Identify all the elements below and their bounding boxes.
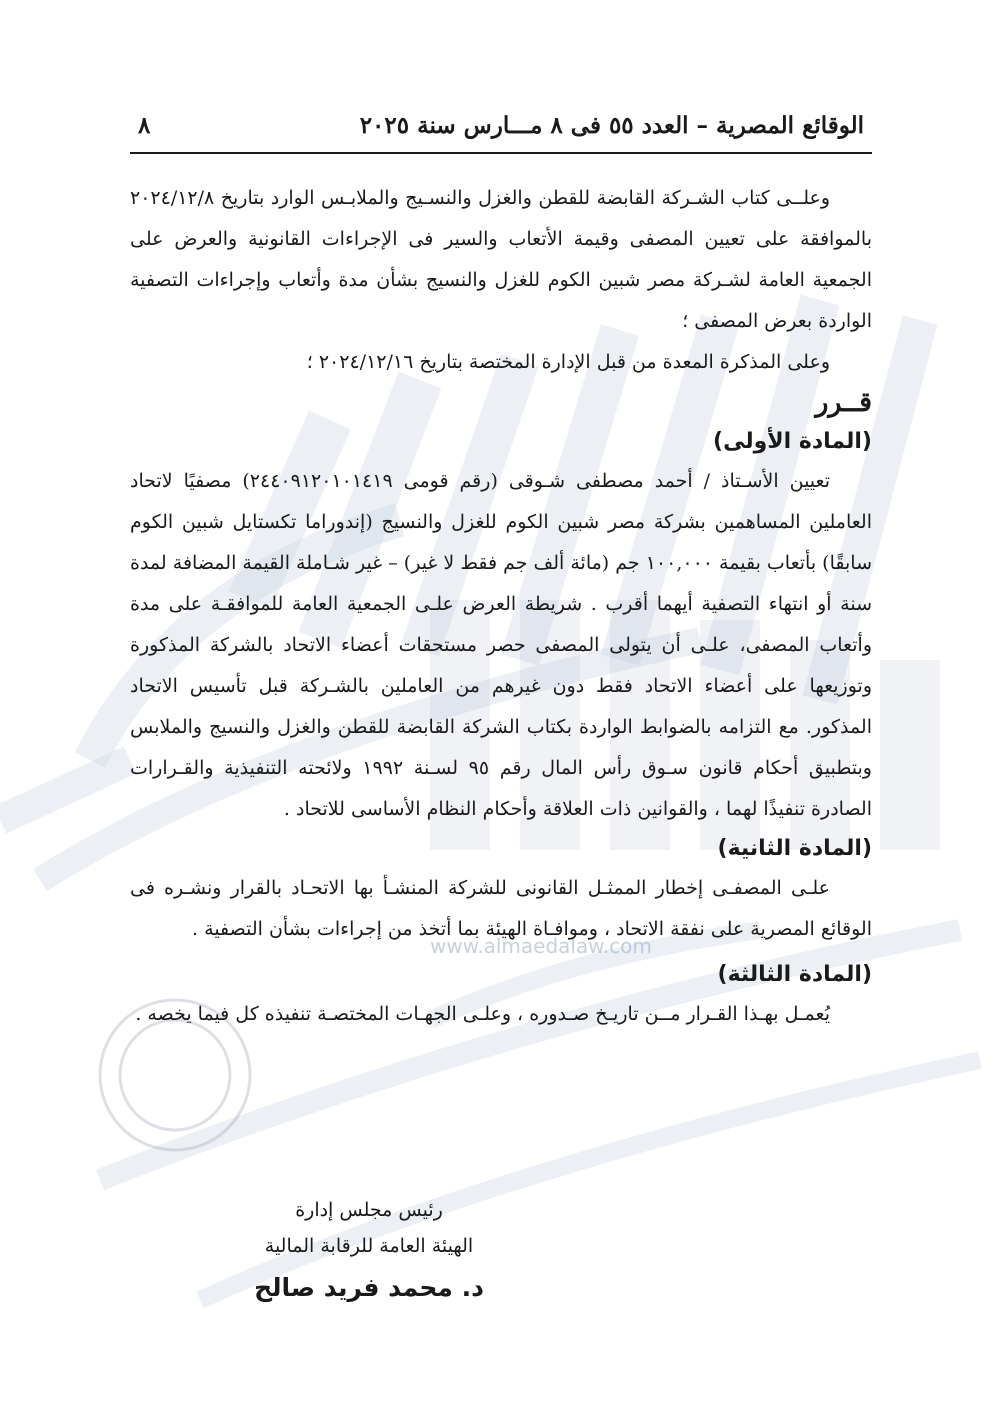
gazette-page: [130, 112, 872, 1035]
preamble-paragraph: وعلــى كتاب الشـركة القابضة للقطن والغزل والنسـيج والملابـس الوارد بتاريخ ٢٠٢٤/١٢/٨ بالموافقة على تعيين المصفى وقيمة الأتعاب والسير فى الإجراءات القانونية والعرض على الجمعية العامة لشـركة مصر شبين الكوم للغزل والنسيج بشأن مدة وأتعاب وإجراءات التصفية الواردة بعرض المصفى ؛: [130, 187, 872, 332]
page-number: ٨: [138, 112, 151, 139]
article-paragraph: تعيين الأسـتاذ / أحمد مصطفى شـوقى (رقم قومى ٢٤٤٠٩١٢٠١٠١٤١٩) مصفيًا لاتحاد العاملين المساهمين بشركة مصر شبين الكوم للغزل والنسيج (إندوراما تكستايل شبين الكوم سابقًا) بأتعاب بقيمة ١٠٠,٠٠٠ جم (مائة ألف جم فقط لا غير) – غير شـاملة القيمة المضافة لمدة سنة أو انتهاء التصفية أيهما أقرب . شريطة العرض علـى الجمعية العامة للموافقـة على مدة وأتعاب المصفى، علـى أن يتولى المصفى حصر مستحقات أعضاء الاتحاد بالشركة المذكورة وتوزيعها على أعضاء الاتحاد فقط دون غيرهم من العاملين بالشـركة قبل تأسيس الاتحاد المذكور. مع التزامه بالضوابط الواردة بكتاب الشركة القابضة للقطن والغزل والنسيج والملابس وبتطبيق أحكام قانون سـوق رأس المال رقم ٩٥ لسـنة ١٩٩٢ ولائحته التنفيذية والقـرارات الصادرة تنفيذًا لهما ، والقوانين ذات العلاقة وأحكام النظام الأساسى للاتحاد .: [130, 470, 872, 820]
preamble-paragraph: وعلى المذكرة المعدة من قبل الإدارة المختصة بتاريخ ٢٠٢٤/١٢/١٦ ؛: [306, 351, 830, 373]
decision-heading: قــرر: [815, 387, 872, 418]
running-header: [130, 112, 872, 154]
header-title: الوقائع المصرية – العدد ٥٥ فى ٨ مـــارس سنة ٢٠٢٥: [359, 112, 864, 139]
signature-block: [204, 1192, 534, 1306]
article-heading: (المادة الثانية): [717, 836, 872, 861]
article-heading: (المادة الأولى): [713, 429, 872, 454]
watermark-url: www.almaedalaw.com: [430, 934, 652, 958]
article-paragraph: يُعمـل بهـذا القـرار مــن تاريـخ صـدوره ، وعلـى الجهـات المختصـة تنفيذه كل فيما يخصه .: [135, 1003, 830, 1025]
signature-organization: الهيئة العامة للرقابة المالية: [264, 1235, 474, 1257]
signatory-name: د. محمد فريد صالح: [254, 1273, 484, 1302]
signature-title: رئيس مجلس إدارة: [295, 1199, 443, 1221]
document-body: [130, 178, 872, 1035]
article-heading: (المادة الثالثة): [717, 962, 872, 987]
article-paragraph: علـى المصفـى إخطار الممثـل القانونى للشركة المنشـأ بها الاتحـاد بالقرار ونشـره فى الوقائع المصرية على نفقة الاتحاد ، وموافـاة الهيئة بما أتخذ من إجراءات بشأن التصفية .: [130, 877, 872, 940]
